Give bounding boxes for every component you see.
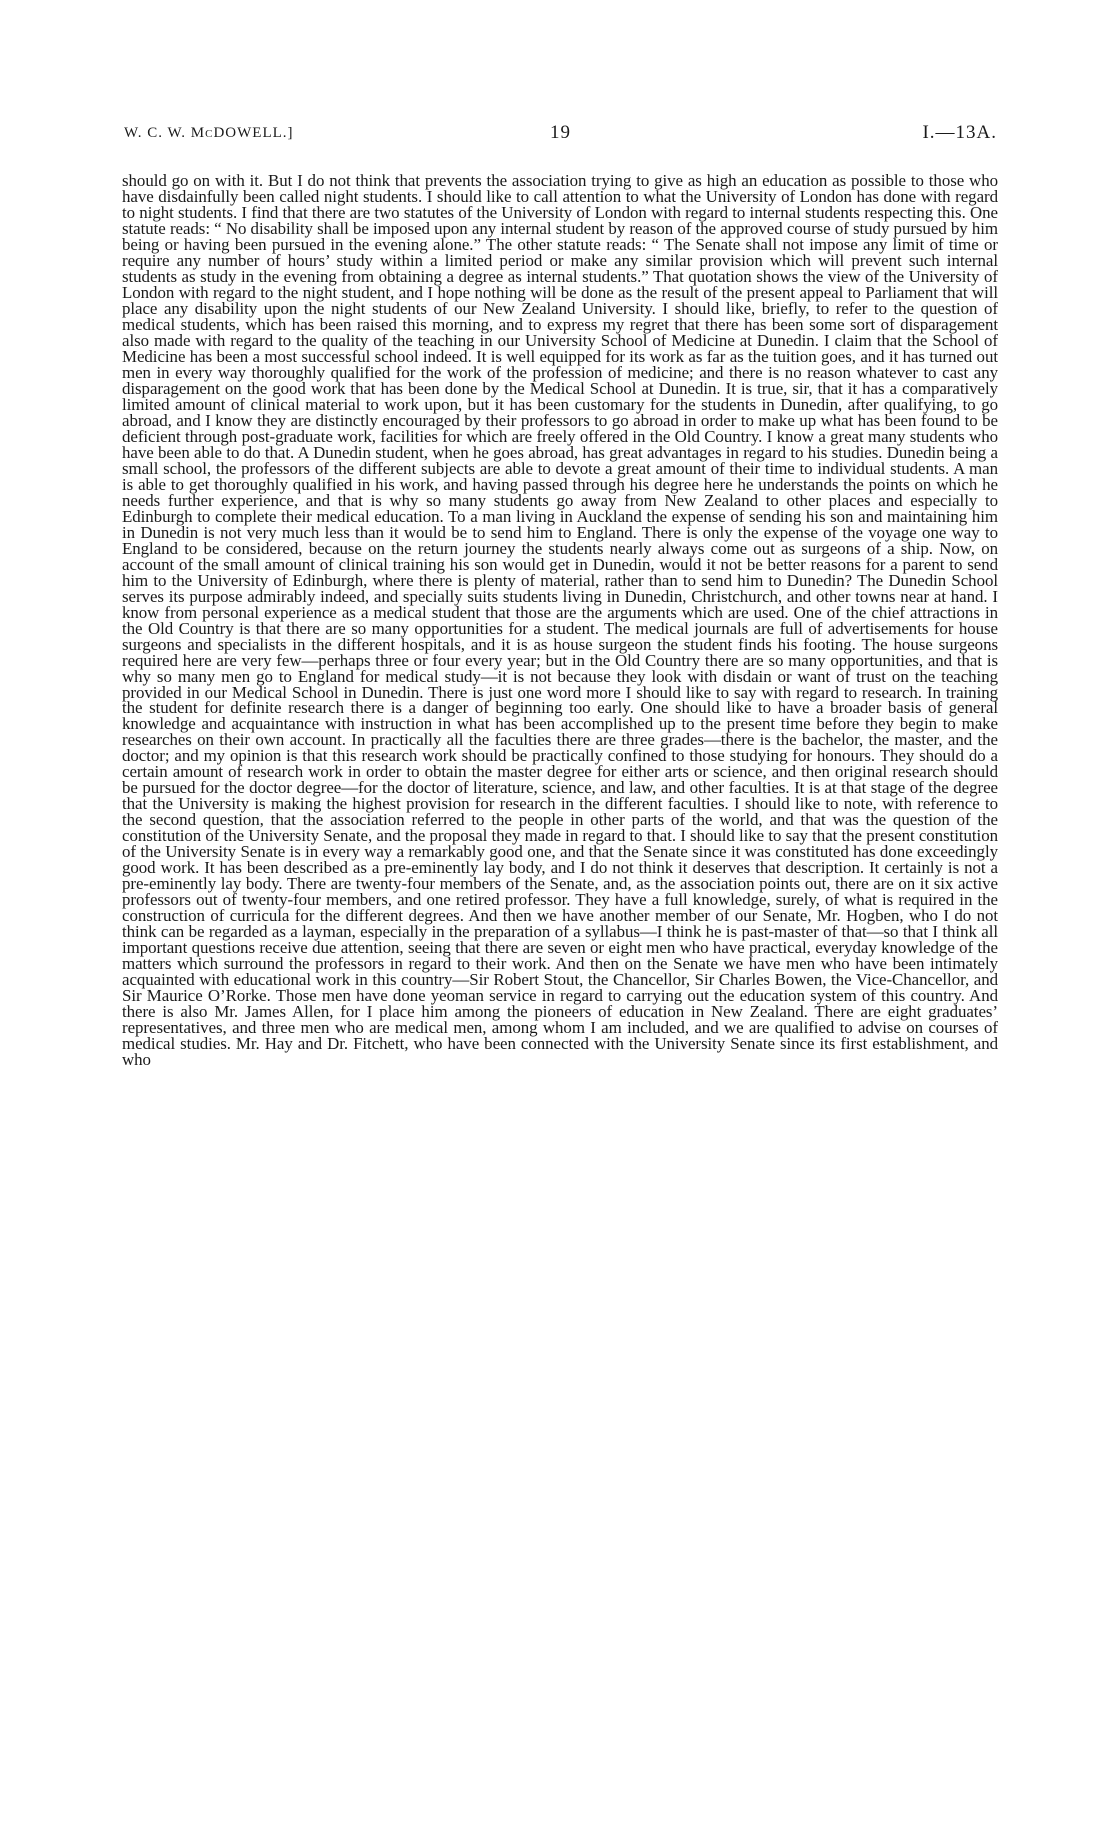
- document-reference: I.—13A.: [922, 122, 997, 143]
- page-number: 19: [550, 122, 571, 143]
- running-header: [124, 122, 997, 148]
- body-paragraph: should go on with it. But I do not think that prevents the association trying to give as high an education as possible to those who have disdainfully been called night students. I should like to call attention to what the University of London has done with regard to night students. I find that there are two statutes of the University of London with regard to internal students respecting this. One statute reads: “ No disability shall be imposed upon any internal student by reason of the approved course of study pursued by him being or having been pursued in the evening alone.” The other statute reads: “ The Senate shall not impose any limit of time or require any number of hours’ study within a limited period or make any similar provision which will prevent such internal students as study in the evening from obtaining a degree as internal students.” That quotation shows the view of the University of London with regard to the night student, and I hope nothing will be done as the result of the present appeal to Parliament that will place any disability upon the night students of our New Zealand University. I should like, briefly, to refer to the question of medical students, which has been raised this morning, and to express my regret that there has been some sort of disparagement also made with regard to the quality of the teaching in our University School of Medicine at Dunedin. I claim that the School of Medicine has been a most successful school indeed. It is well equipped for its work as far as the tuition goes, and it has turned out men in every way thoroughly qualified for the work of the profession of medicine; and there is no reason whatever to cast any disparagement on the good work that has been done by the Medical School at Dunedin. It is true, sir, that it has a comparatively limited amount of clinical material to work upon, but it has been customary for the students in Dunedin, after qualifying, to go abroad, and I know they are distinctly encouraged by their professors to go abroad in order to make up what has been found to be deficient through post-graduate work, facilities for which are freely offered in the Old Country. I know a great many students who have been able to do that. A Dunedin student, when he goes abroad, has great advantages in regard to his studies. Dunedin being a small school, the professors of the different subjects are able to devote a great amount of their time to individual students. A man is able to get thoroughly qualified in his work, and having passed through his degree here he understands the points on which he needs further experience, and that is why so many students go away from New Zealand to other places and especially to Edinburgh to complete their medical education. To a man living in Auckland the expense of sending his son and maintaining him in Dunedin is not very much less than it would be to send him to England. There is only the expense of the voyage one way to England to be considered, because on the return journey the students nearly always come out as surgeons of a ship. Now, on account of the small amount of clinical training his son would get in Dunedin, would it not be better reasons for a parent to send him to the University of Edinburgh, where there is plenty of material, rather than to send him to Dunedin? The Dunedin School serves its purpose admirably indeed, and specially suits students living in Dunedin, Christchurch, and other towns near at hand. I know from personal experience as a medical student that those are the arguments which are used. One of the chief attractions in the Old Country is that there are so many opportunities for a student. The medical journals are full of advertisements for house surgeons and specialists in the different hospitals, and it is as house surgeon the student finds his footing. The house surgeons required here are very few—perhaps three or four every year; but in the Old Country there are so many opportunities, and that is why so many men go to England for medical study—it is not because they look with disdain or want of trust on the teaching provided in our Medical School in Dunedin. There is just one word more I should like to say with regard to research. In training the student for definite research there is a danger of beginning too early. One should like to have a broader basis of general knowledge and acquaintance with instruction in what has been accomplished up to the present time before they begin to make researches on their own account. In practically all the faculties there are three grades—there is the bachelor, the master, and the doctor; and my opinion is that this research work should be practically confined to those studying for honours. They should do a certain amount of research work in order to obtain the master degree for either arts or science, and then original research should be pursued for the doctor degree—for the doctor of literature, science, and law, and other faculties. It is at that stage of the degree that the University is making the highest provision for research in the different faculties. I should like to note, with reference to the second question, that the association referred to the people in other parts of the world, and that was the question of the constitution of the University Senate, and the proposal they made in regard to that. I should like to say that the present constitution of the University Senate is in every way a remarkably good one, and that the Senate since it was constituted has done exceedingly good work. It has been described as a pre-eminently lay body, and I do not think it deserves that description. It certainly is not a pre-eminently lay body. There are twenty-four members of the Senate, and, as the association points out, there are on it six active professors out of twenty-four members, and one retired professor. They have a full knowledge, surely, of what is required in the construction of curricula for the different degrees. And then we have another member of our Senate, Mr. Hogben, who I do not think can be regarded as a layman, especially in the preparation of a syllabus—I think he is past-master of that—so that I think all important questions receive due attention, seeing that there are seven or eight men who have practical, everyday knowledge of the matters which surround the professors in regard to their work. And then on the Senate we have men who have been intimately acquainted with educational work in this country—Sir Robert Stout, the Chancellor, Sir Charles Bowen, the Vice-Chancellor, and Sir Maurice O’Rorke. Those men have done yeoman service in regard to carrying out the education system of this country. And there is also Mr. James Allen, for I place him among the pioneers of education in New Zealand. There are eight graduates’ representatives, and three men who are medical men, among whom I am included, and we are qualified to advise on courses of medical studies. Mr. Hay and Dr. Fitchett, who have been connected with the University Senate since its first establishment, and who: [122, 171, 998, 1070]
- header-author: W. C. W. McDOWELL.]: [124, 125, 294, 141]
